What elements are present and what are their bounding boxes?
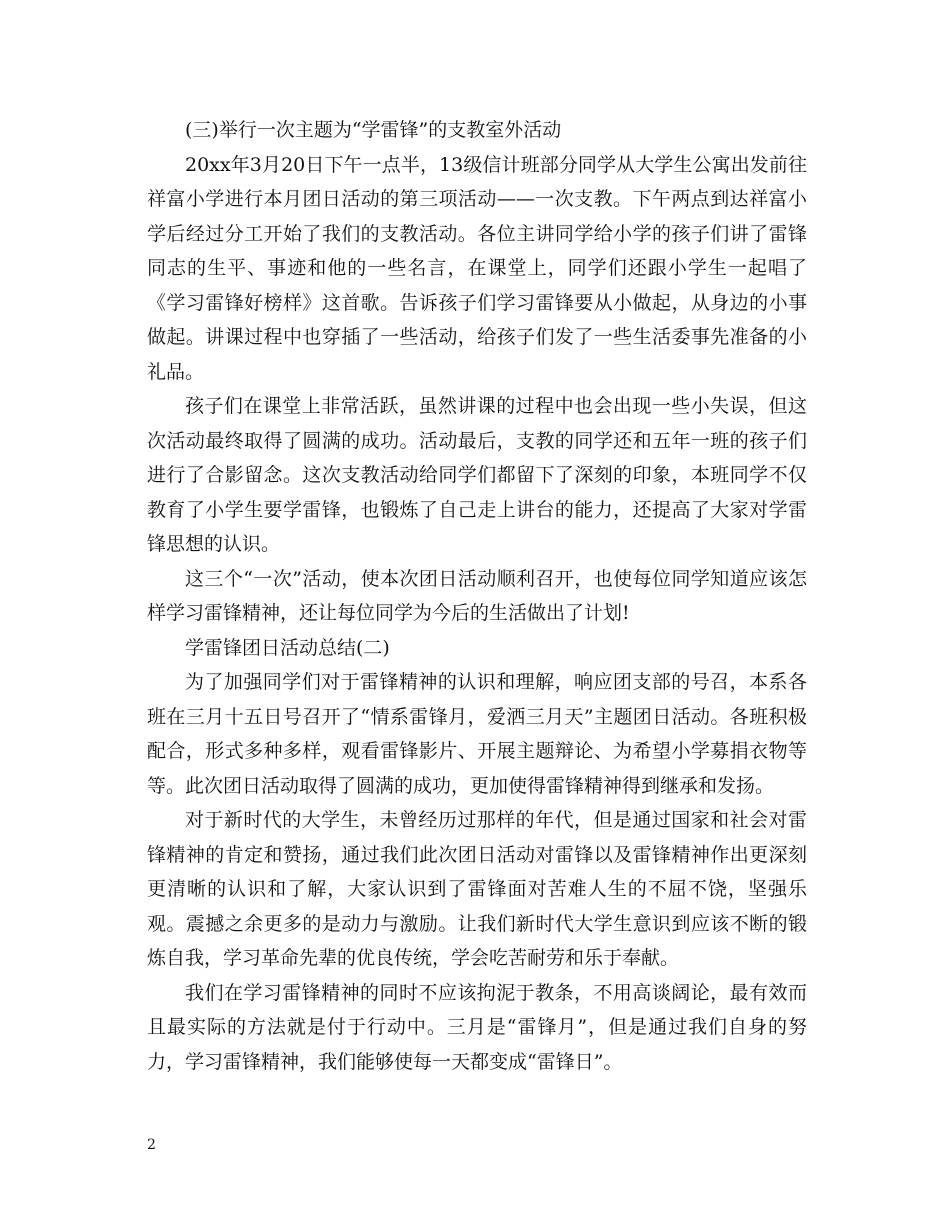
paragraph-volunteer-teaching: 20xx年3月20日下午一点半，13级信计班部分同学从大学生公寓出发前往祥富小学进行本月团日活动的第三项活动——一次支教。下午两点到达祥富小学后经过分工开始了我们的支教活动。各位主讲同学给小学的孩子们讲了雷锋同志的生平、事迹和他的一些名言，在课堂上，同学们还跟小学生一起唱了《学习雷锋好榜样》这首歌。告诉孩子们学习雷锋要从小做起，从身边的小事做起。讲课过程中也穿插了一些活动，给孩子们发了一些生活委事先准备的小礼品。 — [147, 153, 807, 383]
paragraph-strengthen-understanding: 为了加强同学们对于雷锋精神的认识和理解，响应团支部的号召，本系各班在三月十五日号召开了“情系雷锋月，爱洒三月天”主题团日活动。各班积极配合，形式多种多样，观看雷锋影片、开展主题辩论、为希望小学募捐衣物等等。此次团日活动取得了圆满的成功，更加使得雷锋精神得到继承和发扬。 — [147, 671, 807, 797]
page-number: 2 — [147, 1137, 156, 1153]
paragraph-children-active: 孩子们在课堂上非常活跃，虽然讲课的过程中也会出现一些小失误，但这次活动最终取得了圆满的成功。活动最后，支教的同学还和五年一班的孩子们进行了合影留念。这次支教活动给同学们都留下了深刻的印象，本班同学不仅教育了小学生要学雷锋，也锻炼了自己走上讲台的能力，还提高了大家对学雷锋思想的认识。 — [147, 395, 807, 555]
document-body — [147, 113, 807, 1079]
section-heading-summary-2: 学雷锋团日活动总结(二) — [185, 636, 390, 659]
paragraph-three-activities: 这三个“一次”活动，使本次团日活动顺利召开，也使每位同学知道应该怎样学习雷锋精神，还让每位同学为今后的生活做出了计划! — [147, 567, 807, 624]
section-heading-activity-3: (三)举行一次主题为“学雷锋”的支教室外活动 — [185, 119, 562, 141]
paragraph-new-era-students: 对于新时代的大学生，未曾经历过那样的年代，但是通过国家和社会对雷锋精神的肯定和赞扬，通过我们此次团日活动对雷锋以及雷锋精神作出更深刻更清晰的认识和了解，大家认识到了雷锋面对苦难人生的不屈不饶，坚强乐观。震撼之余更多的是动力与激励。让我们新时代大学生意识到应该不断的锻炼自我，学习革命先辈的优良传统，学会吃苦耐劳和乐于奉献。 — [147, 809, 807, 969]
paragraph-take-action: 我们在学习雷锋精神的同时不应该拘泥于教条，不用高谈阔论，最有效而且最实际的方法就是付于行动中。三月是“雷锋月”，但是通过我们自身的努力，学习雷锋精神，我们能够使每一天都变成“雷锋日”。 — [147, 981, 807, 1073]
